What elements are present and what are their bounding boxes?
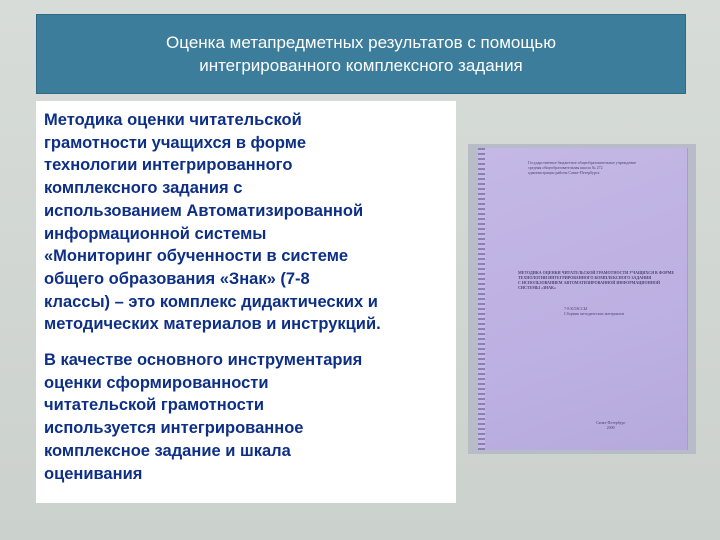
- booklet-subtitle: [564, 306, 624, 316]
- text-line: методических материалов и инструкций.: [44, 315, 381, 334]
- slide-title: [36, 14, 686, 94]
- text-line: В качестве основного инструментария: [44, 351, 363, 370]
- booklet-header-line: средняя общеобразовательная школа № 272: [528, 165, 603, 170]
- text-line: используется интегрированное: [44, 419, 304, 438]
- text-line: комплексное задание и шкала: [44, 441, 291, 460]
- paragraph-methodology: [44, 109, 452, 336]
- paragraph-instrument: [44, 349, 452, 485]
- text-line: читательской грамотности: [44, 396, 264, 415]
- text-line: оценивания: [44, 464, 143, 483]
- text-line: общего образования «Знак» (7-8: [44, 269, 310, 288]
- booklet-footer-line: 2009: [606, 425, 615, 430]
- text-line: технологии интегрированного: [44, 156, 293, 175]
- booklet-photo: [468, 144, 696, 454]
- booklet-footer-line: Санкт-Петербург: [596, 420, 626, 425]
- title-line-1: Оценка метапредметных результатов с помощью: [166, 33, 556, 52]
- title-line-2: интегрированного комплексного задания: [199, 56, 523, 75]
- booklet-cover: [478, 148, 688, 450]
- booklet-title-line: МЕТОДИКА ОЦЕНКИ ЧИТАТЕЛЬСКОЙ ГРАМОТНОСТИ УЧАЩИХСЯ В ФОРМЕ: [518, 270, 675, 275]
- booklet-title-line: СИСТЕМЫ «ЗНАК»: [518, 285, 556, 290]
- text-line: грамотности учащихся в форме: [44, 133, 307, 152]
- text-panel: [36, 101, 456, 503]
- booklet-header: [528, 160, 636, 175]
- booklet-header-line: Государственное бюджетное общеобразовательное учреждение: [528, 160, 637, 165]
- booklet-header-line: администрации района Санкт-Петербурга: [528, 170, 600, 175]
- text-line: информационной системы: [44, 224, 267, 243]
- text-line: классы) – это комплекс дидактических и: [44, 292, 378, 311]
- text-line: «Мониторинг обученности в системе: [44, 247, 349, 266]
- booklet-title: [518, 270, 674, 290]
- text-line: комплексного задания с: [44, 179, 243, 198]
- text-line: оценки сформированности: [44, 373, 269, 392]
- spiral-binding: [478, 148, 485, 450]
- booklet-subtitle-line: Сборник методических материалов: [564, 311, 625, 316]
- booklet-footer: [596, 420, 625, 430]
- booklet-title-line: ТЕХНОЛОГИИ ИНТЕГРИРОВАННОГО КОМПЛЕКСНОГО ЗАДАНИЯ: [518, 275, 652, 280]
- text-line: использованием Автоматизированной: [44, 201, 364, 220]
- booklet-subtitle-line: 7-8 КЛАССЫ: [564, 306, 588, 311]
- text-line: Методика оценки читательской: [44, 111, 302, 129]
- booklet-title-line: С ИСПОЛЬЗОВАНИЕМ АВТОМАТИЗИРОВАННОЙ ИНФОРМАЦИОННОЙ: [518, 280, 661, 285]
